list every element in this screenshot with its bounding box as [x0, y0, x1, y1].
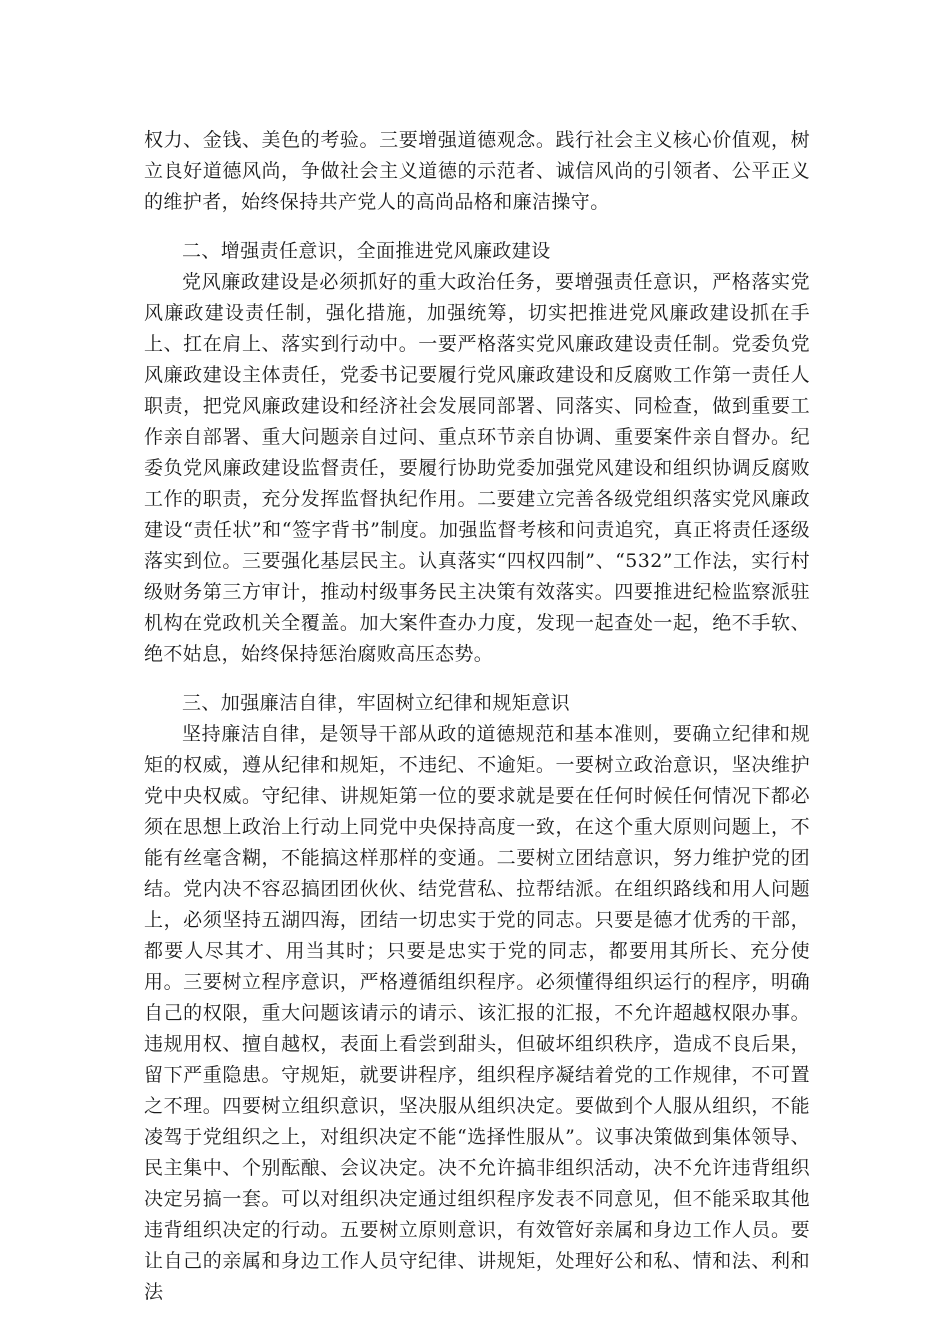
body-paragraph-1: 权力、金钱、美色的考验。三要增强道德观念。践行社会主义核心价值观，树立良好道德风尚，争做社会主义道德的示范者、诚信风尚的引领者、公平正义的维护者，始终保持共产党人的高尚品格和廉洁操守。 [144, 129, 810, 213]
body-paragraph-2: 党风廉政建设是必须抓好的重大政治任务，要增强责任意识，严格落实党风廉政建设责任制，强化措施，加强统筹，切实把推进党风廉政建设抓在手上、扛在肩上、落实到行动中。一要严格落实党风廉政建设责任制。党委负党风廉政建设主体责任，党委书记要履行党风廉政建设和反腐败工作第一责任人职责，把党风廉政建设和经济社会发展同部署、同落实、同检查，做到重要工作亲自部署、重大问题亲自过问、重点环节亲自协调、重要案件亲自督办。纪委负党风廉政建设监督责任，要履行协助党委加强党风建设和组织协调反腐败工作的职责，充分发挥监督执纪作用。二要建立完善各级党组织落实党风廉政建设“责任状”和“签字背书”制度。加强监督考核和问责追究，真正将责任逐级落实到位。三要强化基层民主。认真落实“四权四制”、“532”工作法，实行村级财务第三方审计，推动村级事务民主决策有效落实。四要推进纪检监察派驻机构在党政机关全覆盖。加大案件查办力度，发现一起查处一起，绝不手软、绝不姑息，始终保持惩治腐败高压态势。 [144, 271, 810, 665]
section-heading-3: 三、加强廉洁自律，牢固树立纪律和规矩意识 [182, 692, 571, 714]
body-paragraph-3: 坚持廉洁自律，是领导干部从政的道德规范和基本准则，要确立纪律和规矩的权威，遵从纪律和规矩，不违纪、不逾矩。一要树立政治意识，坚决维护党中央权威。守纪律、讲规矩第一位的要求就是要在任何时候任何情况下都必须在思想上政治上行动上同党中央保持高度一致，在这个重大原则问题上，不能有丝毫含糊，不能搞这样那样的变通。二要树立团结意识，努力维护党的团结。党内决不容忍搞团团伙伙、结党营私、拉帮结派。在组织路线和用人问题上，必须坚持五湖四海，团结一切忠实于党的同志。只要是德才优秀的干部，都要人尽其才、用当其时；只要是忠实于党的同志，都要用其所长、充分使用。三要树立程序意识，严格遵循组织程序。必须懂得组织运行的程序，明确自己的权限，重大问题该请示的请示、该汇报的汇报，不允许超越权限办事。违规用权、擅自越权，表面上看尝到甜头，但破坏组织秩序，造成不良后果，留下严重隐患。守规矩，就要讲程序，组织程序凝结着党的工作规律，不可置之不理。四要树立组织意识，坚决服从组织决定。要做到个人服从组织，不能凌驾于党组织之上，对组织决定不能“选择性服从”。议事决策做到集体领导、民主集中、个别酝酿、会议决定。决不允许搞非组织活动，决不允许违背组织决定另搞一套。可以对组织决定通过组织程序发表不同意见，但不能采取其他违背组织决定的行动。五要树立原则意识，有效管好亲属和身边工作人员。要让自己的亲属和身边工作人员守纪律、讲规矩，处理好公和私、情和法、利和法 [144, 723, 810, 1303]
section-heading-2: 二、增强责任意识，全面推进党风廉政建设 [182, 240, 551, 262]
document-page [144, 125, 810, 1308]
